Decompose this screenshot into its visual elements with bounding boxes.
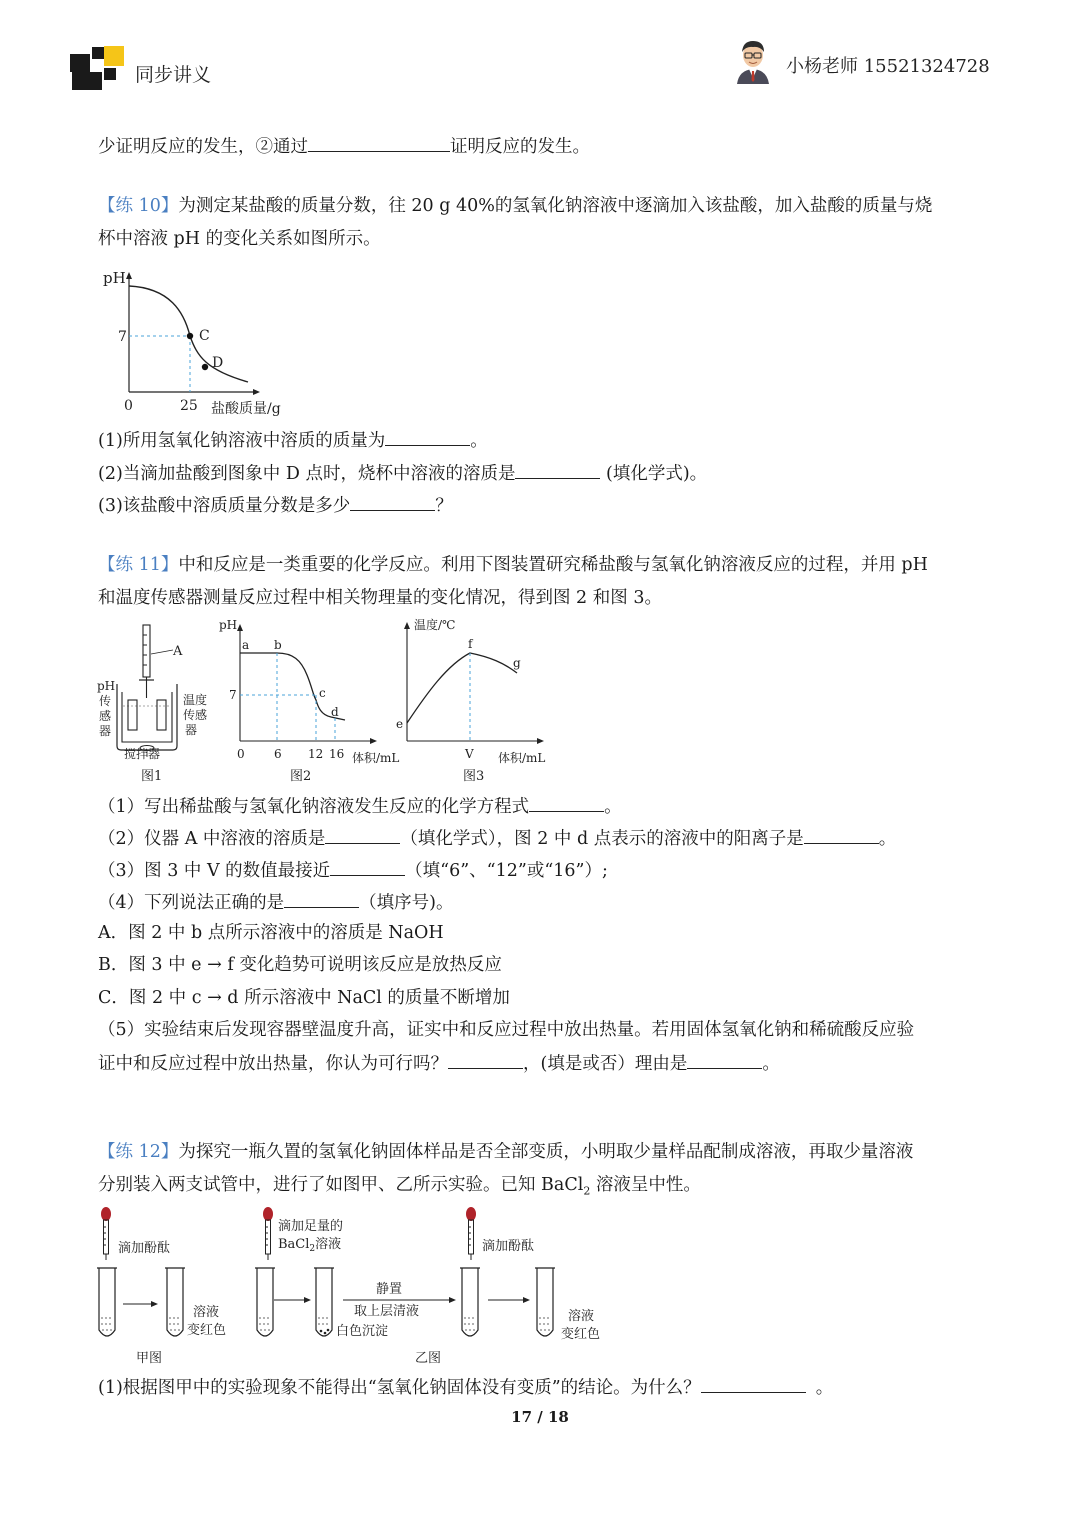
stand-label: 静置 [376, 1282, 403, 1297]
q11-sub-4-text: （4）下列说法正确的是 [98, 893, 285, 913]
point-c [187, 333, 193, 339]
arrow-icon [343, 1297, 456, 1303]
q11-sub-2-end: 。 [878, 829, 897, 849]
q10-sub-2 [98, 460, 707, 486]
ph-curve [240, 653, 345, 720]
answer-blank [330, 857, 405, 876]
q10-tag: 【练 10】 [98, 196, 179, 216]
q11-stem-line-1 [98, 553, 928, 577]
q12-stem-line-2 [98, 1173, 701, 1204]
q12-sub-1-text: (1)根据图甲中的实验现象不能得出“氢氧化钠固体没有变质”的结论。为什么？ [98, 1378, 701, 1398]
continuation-line [98, 133, 590, 159]
temp-sensor-label-3: 器 [185, 723, 198, 737]
figure-jia-caption: 甲图 [136, 1351, 163, 1366]
stirrer-label: 搅拌器 [124, 747, 161, 761]
drop-phenolphthalein-label-2: 滴加酚酞 [482, 1239, 535, 1254]
q10-sub-1 [98, 427, 488, 453]
q10-stem-line-2 [98, 227, 381, 251]
q11-option-b: B．图 3 中 e → f 变化趋势可说明该反应是放热反应 [98, 955, 502, 975]
q11-sub-2-mid: （填化学式），图 2 中 d 点表示的溶液中的阳离子是 [400, 829, 804, 849]
arrow-icon [274, 1297, 311, 1303]
temp-sensor-label-1: 温度 [183, 693, 208, 707]
solution-turns-red-label-2a: 溶液 [568, 1309, 595, 1324]
dropper-icon [101, 1207, 111, 1260]
label-f-point: f [468, 637, 473, 651]
y-tick-7: 7 [118, 329, 127, 345]
answer-blank [385, 427, 470, 446]
answer-blank [284, 889, 359, 908]
x-tick-12: 12 [308, 747, 324, 761]
answer-blank [350, 492, 435, 511]
label-a-point: a [242, 638, 250, 652]
arrow-icon [123, 1301, 158, 1307]
q12-sub-1 [98, 1374, 833, 1400]
q11-sub-3 [98, 857, 608, 883]
temp-sensor-probe [157, 700, 166, 730]
answer-blank [804, 825, 879, 844]
ph-sensor-probe [128, 700, 137, 730]
burette [143, 625, 150, 677]
answer-blank [448, 1050, 523, 1069]
q10-sub-2-text: (2)当滴加盐酸到图象中 D 点时，烧杯中溶液的溶质是 [98, 464, 516, 484]
q10-sub-1-text: (1)所用氢氧化钠溶液中溶质的质量为 [98, 431, 386, 451]
temp-sensor-label-2: 传感 [183, 708, 208, 722]
label-a: A [173, 644, 183, 659]
q12-tag: 【练 12】 [98, 1142, 179, 1162]
answer-blank [701, 1374, 806, 1393]
q11-sub-5-text: 证中和反应过程中放出热量，你认为可行吗？ [98, 1054, 448, 1074]
teacher-avatar-icon [733, 38, 773, 84]
q10-sub-3-text: (3)该盐酸中溶质质量分数是多少 [98, 496, 351, 516]
label-c-point: c [319, 686, 326, 700]
teacher-contact: 小杨老师 15521324728 [786, 56, 990, 77]
solution-turns-red-label-1a: 溶液 [193, 1305, 220, 1320]
drop-bacl2-label-1: 滴加足量的 [278, 1219, 344, 1234]
header-title: 同步讲义 [135, 64, 212, 86]
answer-blank [529, 793, 604, 812]
q11-sub-5-line-1: （5）实验结束后发现容器壁温度升高，证实中和反应过程中放出热量。若用固体氢氧化钠和稀硫酸反应验 [98, 1020, 915, 1040]
q11-sub-5-mid: ，(填是或否）理由是 [523, 1054, 688, 1074]
label-d-point: d [331, 705, 339, 719]
q10-sub-3 [98, 492, 453, 518]
origin-label: 0 [124, 398, 133, 414]
x-tick-0: 0 [237, 747, 245, 761]
ph-sensor-label-4: 器 [99, 724, 112, 738]
x-tick-25: 25 [180, 398, 198, 414]
test-tube-icon [460, 1268, 480, 1336]
q12-sub-1-end: 。 [815, 1378, 834, 1398]
cont-text-2: 证明反应的发生。 [450, 137, 590, 157]
q11-fig2-ph-graph [215, 615, 415, 790]
arrow-icon [488, 1297, 530, 1303]
q11-option-a: A．图 2 中 b 点所示溶液中的溶质是 NaOH [98, 923, 444, 943]
test-tube-icon [97, 1268, 117, 1336]
q11-fig1-apparatus [95, 620, 225, 790]
q12-stem-text-3: 溶液呈中性。 [590, 1175, 701, 1195]
x-axis-label: 体积/mL [498, 751, 546, 765]
q10-stem-text-1: 为测定某盐酸的质量分数，往 20 g 40%的氢氧化钠溶液中逐滴加入该盐酸，加入盐酸的质量与烧 [178, 196, 933, 216]
q12-stem-text-2: 分别装入两支试管中，进行了如图甲、乙所示实验。已知 BaCl [98, 1175, 584, 1195]
q11-sub-3-text: （3）图 3 中 V 的数值最接近 [98, 861, 331, 881]
answer-blank [515, 460, 600, 479]
q12-experiment-diagram [90, 1200, 630, 1375]
answer-blank [325, 825, 400, 844]
y-tick-7: 7 [229, 688, 237, 702]
y-axis-label: pH [219, 618, 238, 632]
ph-sensor-label-1: pH [97, 679, 116, 693]
point-d [202, 364, 208, 370]
y-axis-arrow [126, 272, 132, 279]
ph-sensor-label-2: 传 [99, 694, 112, 708]
q11-sub-2-text: （2）仪器 A 中溶液的溶质是 [98, 829, 326, 849]
q10-sub-1-end: 。 [470, 431, 488, 451]
dropper-icon [466, 1207, 476, 1260]
test-tube-icon [165, 1268, 185, 1336]
q11-sub-1 [98, 793, 622, 819]
y-axis-label: pH [103, 269, 126, 287]
x-axis-arrow [253, 389, 260, 395]
solution-turns-red-label-2b: 变红色 [561, 1327, 601, 1342]
label-d: D [212, 355, 224, 371]
dropper-icon [263, 1207, 273, 1260]
x-tick-6: 6 [274, 747, 282, 761]
ph-sensor-label-3: 感 [99, 709, 112, 723]
logo-blocks-icon [70, 44, 126, 92]
q11-tag: 【练 11】 [98, 555, 179, 575]
temperature-curve [407, 653, 517, 723]
q11-sub-1-text: （1）写出稀盐酸与氢氧化钠溶液发生反应的化学方程式 [98, 797, 530, 817]
x-axis-label: 体积/mL [352, 751, 400, 765]
test-tube-icon [314, 1268, 334, 1336]
solution-turns-red-label-1b: 变红色 [187, 1323, 227, 1338]
label-b-point: b [274, 638, 282, 652]
q12-stem-text-1: 为探究一瓶久置的氢氧化钠固体样品是否全部变质，小明取少量样品配制成溶液，再取少量溶液 [178, 1142, 914, 1162]
q11-fig3-temperature-graph [392, 615, 567, 790]
cont-text-1: 少证明反应的发生，②通过 [98, 137, 308, 157]
q12-stem-line-1 [98, 1140, 913, 1164]
drop-phenolphthalein-label-1: 滴加酚酞 [118, 1241, 171, 1256]
fig1-caption: 图1 [141, 769, 163, 784]
q10-sub-2-end: (填化学式)。 [600, 464, 708, 484]
y-axis-label: 温度/℃ [414, 618, 456, 632]
q11-stem-line-2 [98, 586, 662, 610]
q11-sub-5-end: 。 [762, 1054, 780, 1074]
x-tick-16: 16 [329, 747, 345, 761]
test-tube-icon [535, 1268, 555, 1336]
x-tick-v: V [465, 747, 474, 761]
answer-blank [308, 133, 450, 152]
q11-option-c: C．图 2 中 c → d 所示溶液中 NaCl 的质量不断增加 [98, 988, 510, 1008]
label-e-point: e [396, 717, 404, 731]
fig3-caption: 图3 [463, 769, 485, 784]
q12-stem-subscript: 2 [583, 1184, 591, 1198]
q11-stem-text-1: 中和反应是一类重要的化学反应。利用下图装置研究稀盐酸与氢氧化钠溶液反应的过程，并用 pH [178, 555, 928, 575]
q10-stem-line-1 [98, 194, 932, 218]
q11-sub-2 [98, 825, 896, 851]
test-tube-icon [255, 1268, 275, 1336]
q11-sub-5-line-2 [98, 1050, 780, 1076]
q10-stem-text-2: 杯中溶液 pH 的变化关系如图所示。 [98, 229, 381, 249]
q11-sub-1-end: 。 [604, 797, 622, 817]
page-number: 17 / 18 [511, 1408, 569, 1426]
q11-sub-3-end: （填“6”、“12”或“16”）; [405, 861, 608, 881]
drop-bacl2-label-2: BaCl$_2$溶液 [278, 1237, 342, 1254]
q10-ph-graph [98, 262, 308, 422]
q11-sub-4-end: （填序号)。 [359, 893, 454, 913]
q10-sub-3-end: ？ [435, 496, 453, 516]
label-c: C [199, 328, 210, 344]
q11-sub-4 [98, 889, 453, 915]
label-g-point: g [513, 656, 521, 670]
x-axis-label: 盐酸质量/g [211, 401, 281, 417]
take-supernatant-label: 取上层清液 [354, 1304, 420, 1319]
fig2-caption: 图2 [290, 769, 312, 784]
figure-yi-caption: 乙图 [415, 1351, 442, 1366]
q11-stem-text-2: 和温度传感器测量反应过程中相关物理量的变化情况，得到图 2 和图 3。 [98, 588, 662, 608]
answer-blank [687, 1050, 762, 1069]
white-precipitate-label: 白色沉淀 [336, 1324, 389, 1339]
